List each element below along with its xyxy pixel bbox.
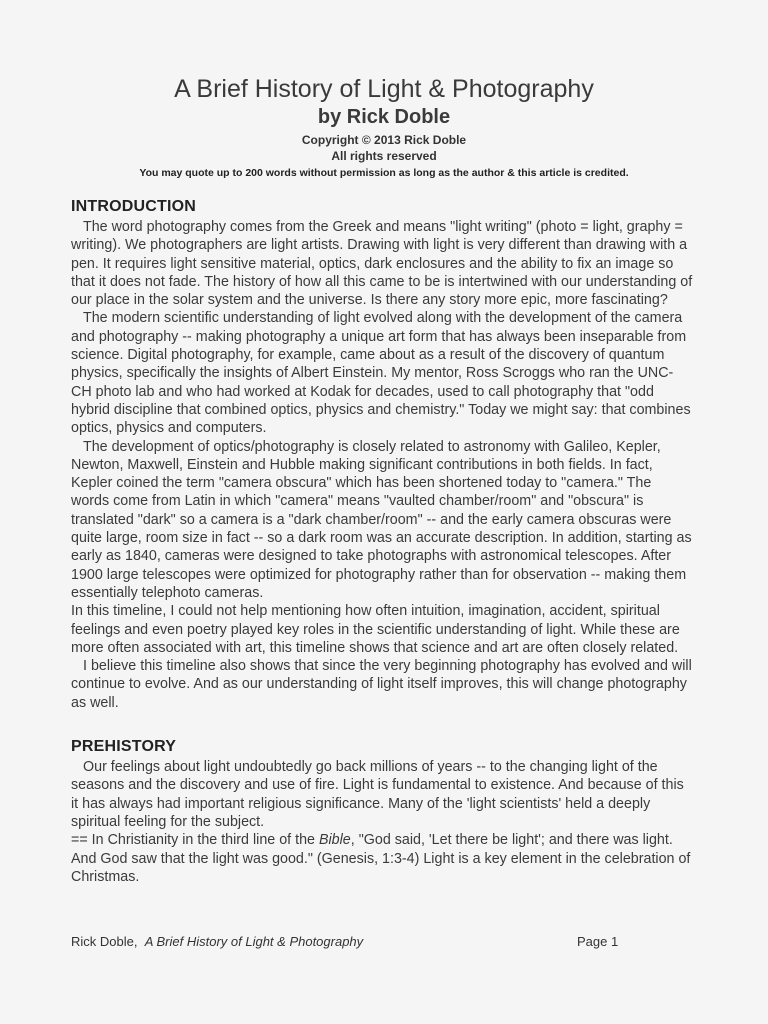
footer-author: Rick Doble, [71, 934, 138, 949]
footer-citation [71, 934, 363, 949]
section-spacer [71, 712, 693, 736]
section-heading-prehistory: PREHISTORY [71, 738, 177, 756]
footer-doc-title: A Brief History of Light & Photography [144, 934, 364, 949]
document-title: A Brief History of Light & Photography [174, 75, 594, 103]
quote-permission-note: You may quote up to 200 words without permission as long as the author & this article is credited. [139, 167, 629, 179]
document-body [71, 196, 693, 886]
bible-title: Bible [318, 832, 351, 849]
intro-paragraph: In this timeline, I could not help mentioning how often intuition, imagination, accident, spiritual feelings and even poetry played key roles in the scientific understanding of light. While these are more often associated with art, this timeline shows that science and art are often closely related. [71, 603, 680, 656]
intro-paragraph: The word photography comes from the Greek and means "light writing" (photo = light, graphy = writing). We photographers are light artists. Drawing with light is very different than drawing with a pen. It requires light sensitive material, optics, dark enclosures and the ability to fix an image so that it does not fade. The history of how all this came to be is intertwined with our understanding of our place in the solar system and the universe. Is there any story more epic, more fascinating? [71, 219, 693, 309]
intro-paragraph: I believe this timeline also shows that since the very beginning photography has evolved and will continue to evolve. And as our understanding of light itself improves, this will change photography as well. [71, 658, 692, 711]
prehistory-paragraph: Our feelings about light undoubtedly go back millions of years -- to the changing light of the seasons and the discovery and use of fire. Light is fundamental to existence. And because of this it has always had important religious significance. Many of the 'light scientists' held a deeply spiritual feeling for the subject. [71, 759, 684, 830]
prehistory-text: , "God said, 'Let there be light'; and there was light. And God saw that the light was good." (Genesis, 1:3-4) Light is a key element in the celebration of Christmas. [71, 832, 691, 885]
document-header [0, 0, 768, 181]
copyright-line: Copyright © 2013 Rick Doble [301, 133, 467, 147]
prehistory-text: == In Christianity in the third line of the [71, 832, 319, 849]
page-number: Page 1 [577, 934, 619, 949]
rights-line: All rights reserved [331, 149, 437, 163]
prehistory-paragraph [71, 831, 693, 886]
intro-paragraph: The development of optics/photography is closely related to astronomy with Galileo, Kepler, Newton, Maxwell, Einstein and Hubble making significant contributions in both fields. In fact, Kepler coined the term "camera obscura" which has been shortened today to "camera." The words come from Latin in which "camera" means "vaulted chamber/room" and "obscura" is translated "dark" so a camera is a "dark chamber/room" -- and the early camera obscuras were quite large, room size in fact -- so a dark room was an accurate description. In addition, starting as early as 1840, cameras were designed to take photographs with astronomical telescopes. After 1900 large telescopes were optimized for photography rather than for observation -- making them essentially telephoto cameras. [71, 438, 692, 601]
section-heading-introduction: INTRODUCTION [71, 198, 197, 215]
author-byline: by Rick Doble [317, 106, 451, 128]
intro-paragraph: The modern scientific understanding of light evolved along with the development of the camera and photography -- making photography a unique art form that has always been inseparable from science. Digital photography, for example, came about as a result of the discovery of quantum physics, specifically the insights of Albert Einstein. My mentor, Ross Scroggs who ran the UNC-CH photo lab and who had worked at Kodak for decades, used to call photography that "odd hybrid discipline that combined optics, physics and chemistry." Today we might say: that combines optics, physics and computers. [71, 310, 691, 437]
